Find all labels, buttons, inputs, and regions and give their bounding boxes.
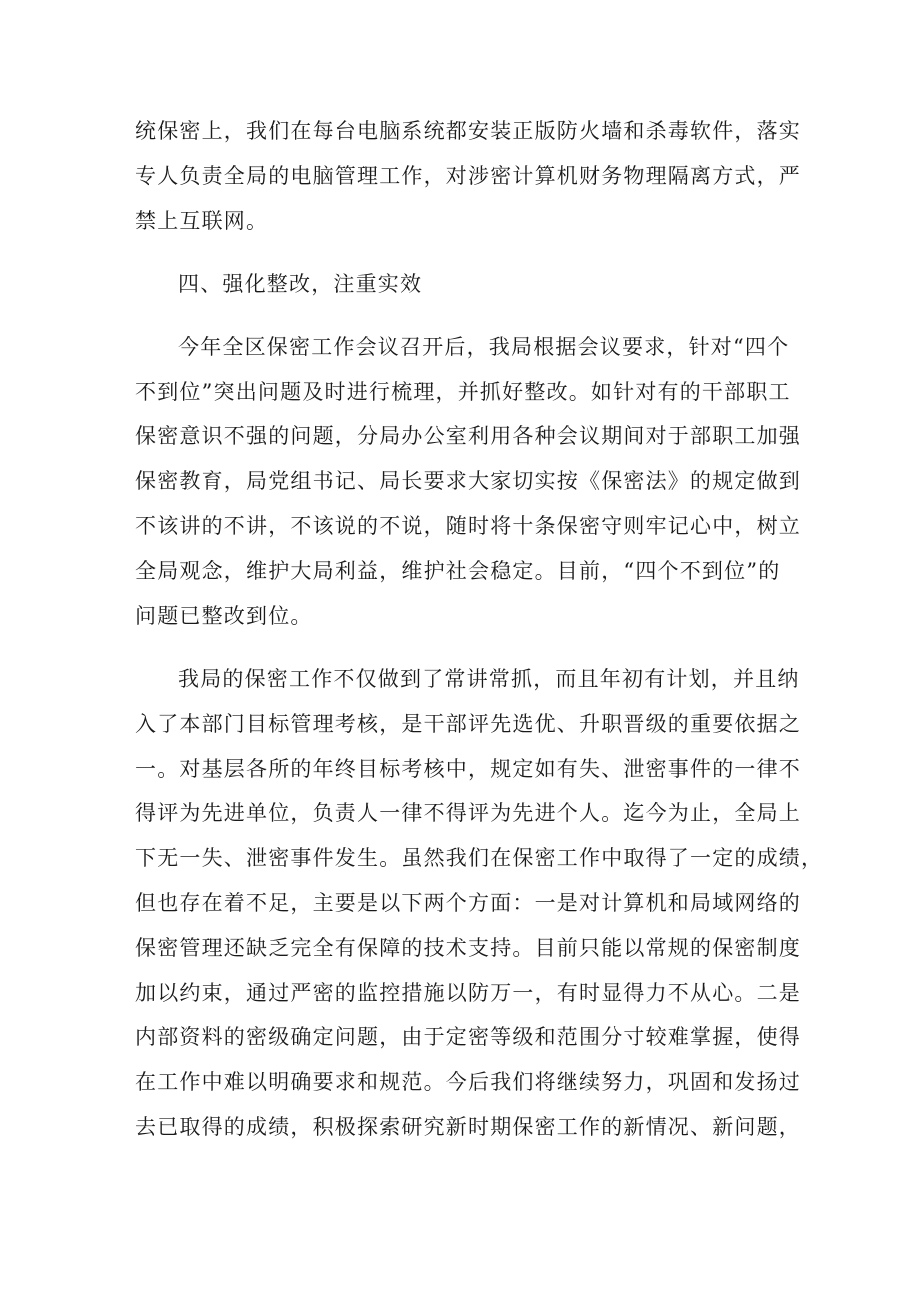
paragraph-line: 今年全区保密工作会议召开后，我局根据会议要求，针对“四个 [178,335,790,359]
paragraph-line: 去已取得的成绩，积极探索研究新时期保密工作的新情况、新问题， [135,1115,801,1139]
paragraph-line: 保密教育，局党组书记、局长要求大家切实按《保密法》的规定做到 [135,469,801,493]
paragraph-line: 一。对基层各所的年终目标考核中，规定如有失、泄密事件的一律不 [135,757,801,781]
paragraph-line: 不该讲的不讲，不该说的不说，随时将十条保密守则牢记心中，树立 [135,514,801,538]
paragraph-line: 内部资料的密级确定问题，由于定密等级和范围分寸较难掌握，使得 [135,1025,801,1049]
paragraph-line: 专人负责全局的电脑管理工作，对涉密计算机财务物理隔离方式，严 [135,164,801,188]
paragraph-line: 保密意识不强的问题，分局办公室利用各种会议期间对于部职工加强 [135,424,801,448]
paragraph-line: 统保密上，我们在每台电脑系统都安装正版防火墙和杀毒软件，落实 [135,119,801,143]
paragraph-line: 全局观念，维护大局利益，维护社会稳定。目前，“四个不到位”的 [135,559,781,583]
paragraph-line: 在工作中难以明确要求和规范。今后我们将继续努力，巩固和发扬过 [135,1070,801,1094]
paragraph-line: 不到位”突出问题及时进行梳理，并抓好整改。如针对有的干部职工 [135,380,791,404]
paragraph-line: 保密管理还缺乏完全有保障的技术支持。目前只能以常规的保密制度 [135,936,801,960]
paragraph-line: 禁上互联网。 [135,209,269,233]
paragraph-line: 下无一失、泄密事件发生。虽然我们在保密工作中取得了一定的成绩， [135,846,824,870]
paragraph-line: 得评为先进单位，负责人一律不得评为先进个人。迄今为止，全局上 [135,801,801,825]
paragraph-line: 入了本部门目标管理考核，是干部评先选优、升职晋级的重要依据之 [135,712,801,736]
paragraph-line: 加以约束，通过严密的监控措施以防万一，有时显得力不从心。二是 [135,981,801,1005]
paragraph-line: 我局的保密工作不仅做到了常讲常抓，而且年初有计划，并且纳 [178,667,800,691]
paragraph-line: 问题已整改到位。 [135,604,313,628]
section-heading: 四、强化整改，注重实效 [178,272,423,296]
paragraph-line: 但也存在着不足，主要是以下两个方面：一是对计算机和局域网络的 [135,891,801,915]
